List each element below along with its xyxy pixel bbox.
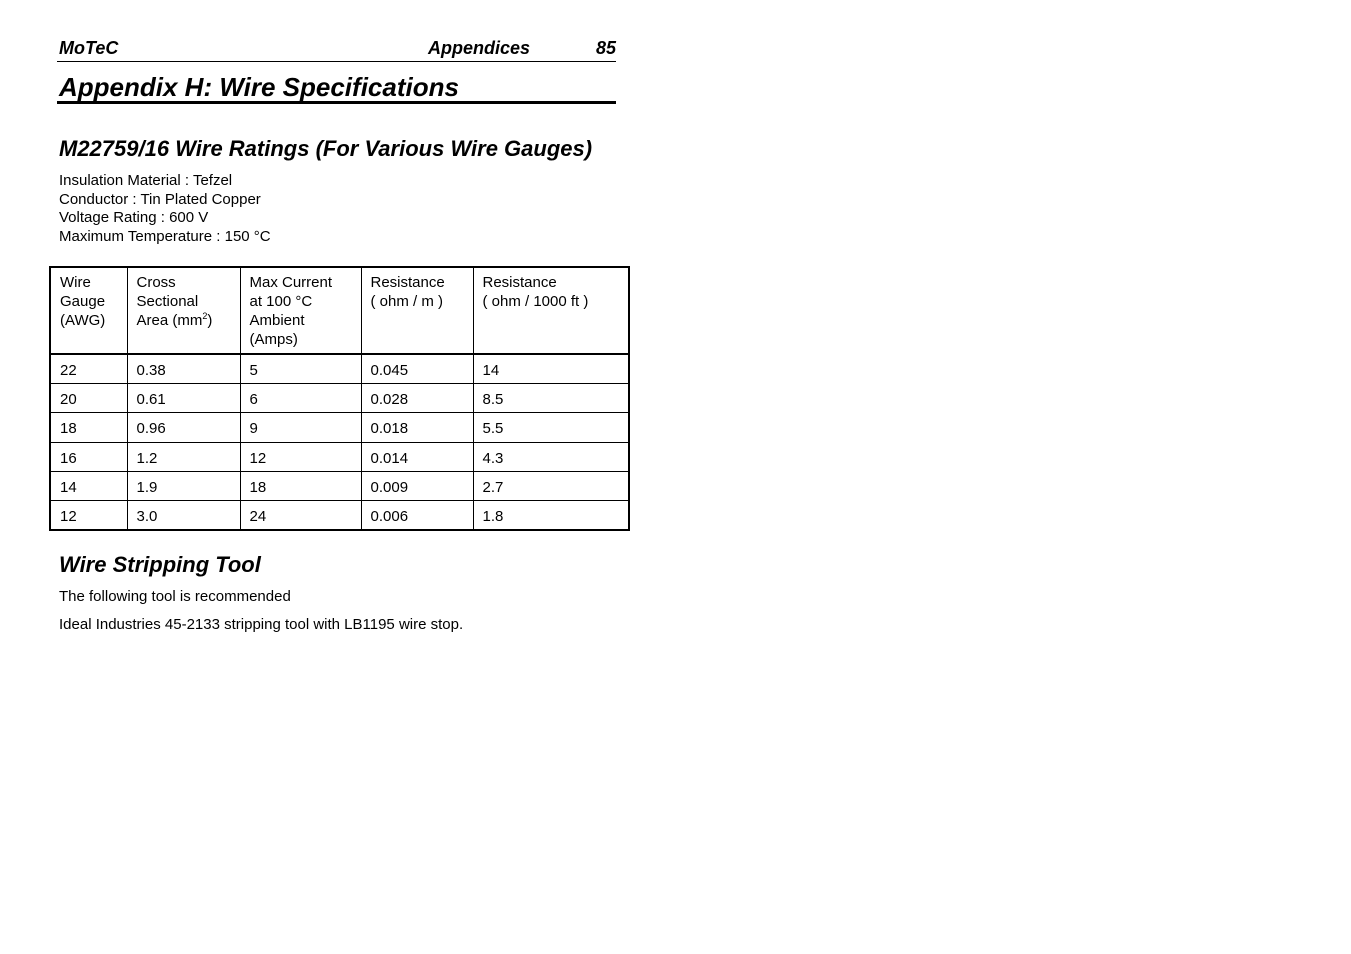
table-row — [50, 442, 629, 471]
header-max-current — [240, 267, 361, 354]
table-cell: 0.009 — [361, 472, 473, 501]
table-cell: 1.8 — [473, 501, 629, 530]
table-cell: 1.2 — [127, 442, 240, 471]
stripping-tool-recommendation: Ideal Industries 45-2133 stripping tool with LB1195 wire stop. — [59, 616, 464, 633]
table-cell: 22 — [50, 354, 127, 383]
table-cell: 0.38 — [127, 354, 240, 383]
header-text: ( ohm / 1000 ft ) — [482, 293, 589, 310]
table-cell: 14 — [473, 354, 629, 383]
stripping-tool-intro: The following tool is recommended — [59, 588, 291, 605]
section-name: Appendices — [428, 38, 531, 58]
superscript: 2 — [202, 311, 208, 321]
header-resistance-ohm-1000ft — [473, 267, 629, 354]
header-wire-gauge — [50, 267, 127, 354]
table-row — [50, 354, 629, 383]
header-text: Wire — [60, 274, 91, 291]
table-cell: 24 — [240, 501, 361, 530]
header-resistance-ohm-m — [361, 267, 473, 354]
header-text: at 100 °C — [249, 293, 313, 310]
table-cell: 1.9 — [127, 472, 240, 501]
table-cell: 0.018 — [361, 413, 473, 442]
wire-ratings-table — [49, 266, 630, 531]
table-header-row — [50, 267, 629, 354]
wire-stripping-heading: Wire Stripping Tool — [59, 552, 261, 577]
table-cell: 12 — [240, 442, 361, 471]
page-title: Appendix H: Wire Specifications — [57, 70, 616, 104]
table-cell: 16 — [50, 442, 127, 471]
header-text: (AWG) — [60, 312, 106, 329]
table-row — [50, 383, 629, 412]
table-row — [50, 413, 629, 442]
table-cell: 20 — [50, 383, 127, 412]
table-cell: 5 — [240, 354, 361, 383]
table-cell: 0.028 — [361, 383, 473, 412]
table-cell: 0.014 — [361, 442, 473, 471]
page-number: 85 — [595, 38, 616, 58]
table-cell: 9 — [240, 413, 361, 442]
table-cell: 4.3 — [473, 442, 629, 471]
running-header — [57, 38, 616, 62]
table-cell: 18 — [50, 413, 127, 442]
header-text: Cross — [136, 274, 176, 291]
header-text: Resistance — [482, 274, 557, 291]
wire-ratings-heading: M22759/16 Wire Ratings (For Various Wire Gauges) — [59, 136, 593, 161]
spec-conductor: Conductor : Tin Plated Copper — [59, 190, 261, 208]
table-cell: 8.5 — [473, 383, 629, 412]
header-text: ( ohm / m ) — [370, 293, 444, 310]
table-cell: 2.7 — [473, 472, 629, 501]
table-cell: 18 — [240, 472, 361, 501]
header-text: Gauge — [60, 293, 106, 310]
header-text: Ambient — [249, 312, 305, 329]
header-text: Area (mm — [136, 312, 203, 329]
table-cell: 14 — [50, 472, 127, 501]
header-text: (Amps) — [249, 331, 298, 348]
table-cell: 12 — [50, 501, 127, 530]
spec-insulation: Insulation Material : Tefzel — [59, 172, 233, 189]
header-text: ) — [207, 312, 213, 329]
table-cell: 6 — [240, 383, 361, 412]
table-cell: 0.045 — [361, 354, 473, 383]
header-text: Resistance — [370, 274, 445, 291]
table-cell: 3.0 — [127, 501, 240, 530]
table-row — [50, 472, 629, 501]
header-text: Max Current — [249, 274, 333, 291]
table-cell: 0.96 — [127, 413, 240, 442]
table-cell: 0.006 — [361, 501, 473, 530]
brand-name: MoTeC — [59, 38, 119, 58]
header-cross-sectional-area — [127, 267, 240, 354]
spec-max-temperature: Maximum Temperature : 150 °C — [59, 228, 271, 246]
table-cell: 0.61 — [127, 383, 240, 412]
wire-spec-list — [59, 172, 271, 247]
header-text: Sectional — [136, 293, 199, 310]
spec-voltage: Voltage Rating : 600 V — [59, 209, 209, 227]
table-cell: 5.5 — [473, 413, 629, 442]
table-row — [50, 501, 629, 530]
